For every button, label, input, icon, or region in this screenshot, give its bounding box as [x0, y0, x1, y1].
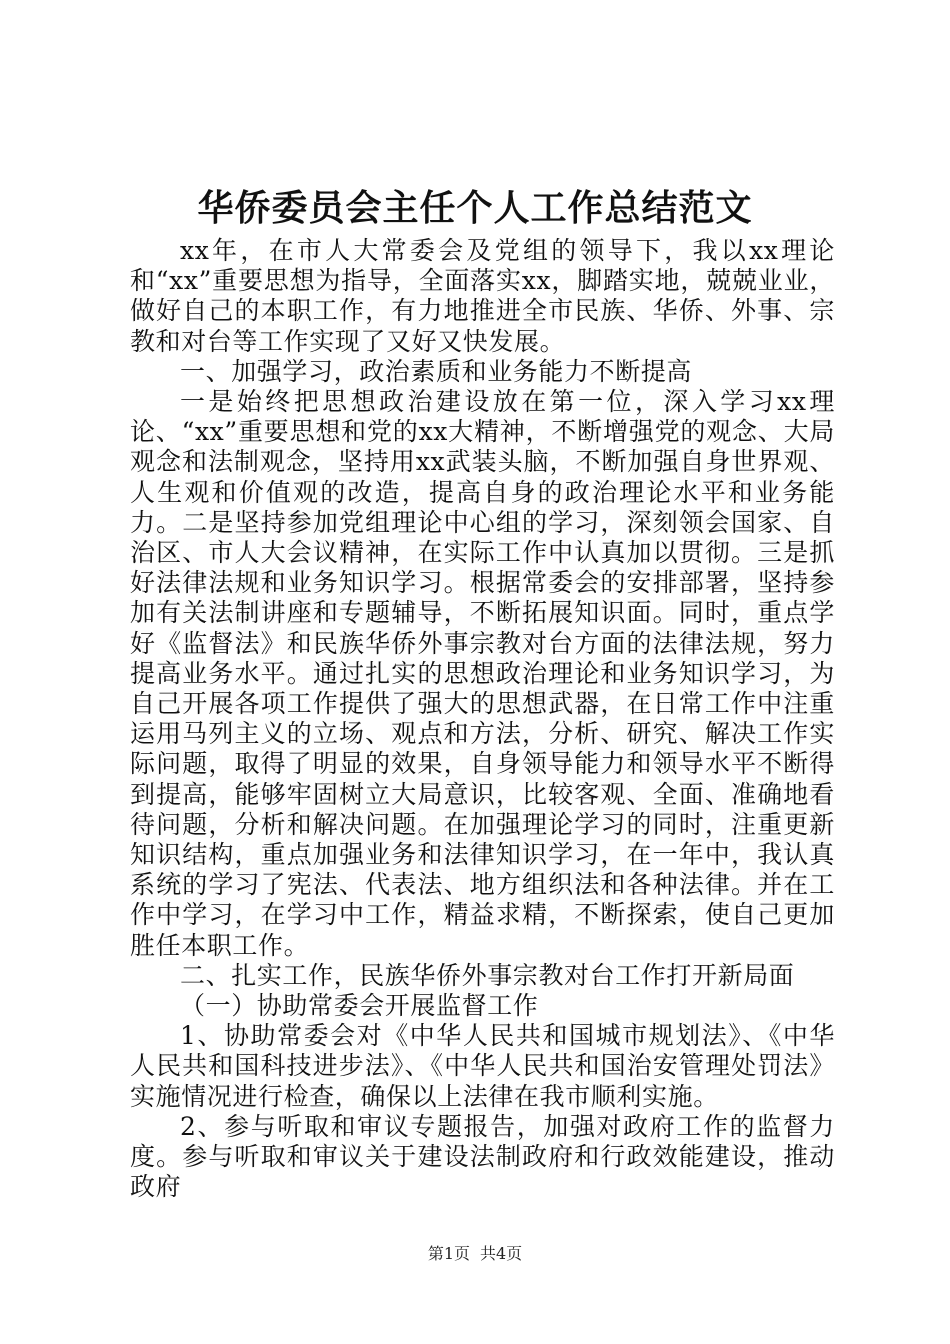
study-paragraph: 一是始终把思想政治建设放在第一位，深入学习xx理论、“xx”重要思想和党的xx大精神，不断增强党的观念、大局观念和法制观念，坚持用xx武装头脑，不断加强自身世界观、人生观和价值观的改造，提高自身的政治理论水平和业务能力。二是坚持参加党组理论中心组的学习，深刻领会国家、自治区、市人大会议精神，在实际工作中认真加以贯彻。三是抓好法律法规和业务知识学习。根据常委会的安排部署，坚持参加有关法制讲座和专题辅导，不断拓展知识面。同时，重点学好《监督法》和民族华侨外事宗教对台方面的法律法规，努力提高业务水平。通过扎实的思想政治理论和业务知识学习，为自己开展各项工作提供了强大的思想武器，在日常工作中注重运用马列主义的立场、观点和方法，分析、研究、解决工作实际问题，取得了明显的效果，自身领导能力和领导水平不断得到提高，能够牢固树立大局意识，比较客观、全面、准确地看待问题，分析和解决问题。在加强理论学习的同时，注重更新知识结构，重点加强业务和法律知识学习，在一年中，我认真系统的学习了宪法、代表法、地方组织法和各种法律。并在工作中学习，在学习中工作，精益求精，不断探索，使自己更加胜任本职工作。: [130, 387, 835, 960]
subsection-heading-1: （一）协助常委会开展监督工作: [180, 991, 539, 1021]
page-total: 共4页: [480, 1244, 523, 1263]
item-paragraph-1: 1、协助常委会对《中华人民共和国城市规划法》、《中华人民共和国科技进步法》、《中华人民共和国治安管理处罚法》实施情况进行检查，确保以上法律在我市顺利实施。: [130, 1021, 835, 1111]
item-paragraph-2: 2、参与听取和审议专题报告，加强对政府工作的监督力度。参与听取和审议关于建设法制政府和行政效能建设，推动政府: [130, 1111, 835, 1202]
page-number: 第1页: [427, 1244, 470, 1263]
document-body: [130, 236, 835, 1203]
section-heading-2: 二、扎实工作，民族华侨外事宗教对台工作打开新局面: [180, 960, 795, 990]
document-title: 华侨委员会主任个人工作总结范文: [197, 187, 753, 229]
page-footer: [0, 1244, 950, 1264]
intro-paragraph: xx年，在市人大常委会及党组的领导下，我以xx理论和“xx”重要思想为指导，全面落实xx，脚踏实地，兢兢业业，做好自己的本职工作，有力地推进全市民族、华侨、外事、宗教和对台等工作实现了又好又快发展。: [130, 236, 835, 356]
section-heading-1: 一、加强学习，政治素质和业务能力不断提高: [180, 356, 693, 386]
